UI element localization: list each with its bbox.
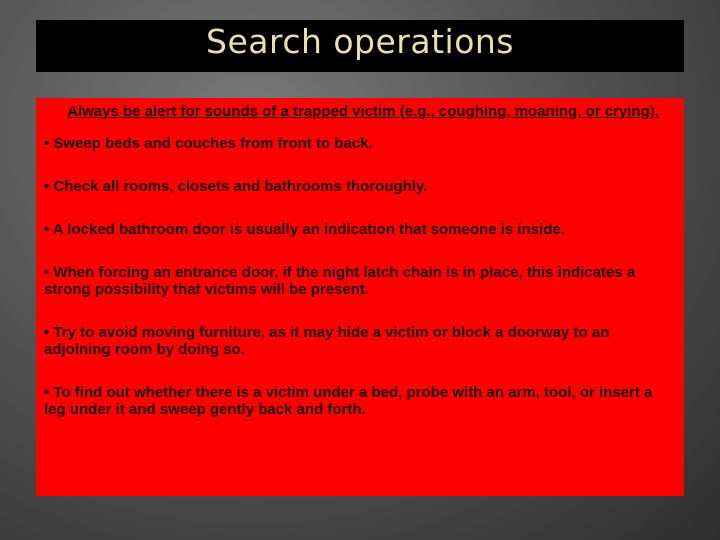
content-box: [36, 98, 684, 496]
bullet-item-sweep-beds: • Sweep beds and couches from front to back.: [44, 135, 373, 152]
bullet-item-night-latch: • When forcing an entrance door, if the night latch chain is in place, this indicates a strong possibility that victims will be present.: [44, 264, 636, 298]
slide-title: Search operations: [206, 22, 514, 61]
bullet-item-avoid-moving-furniture: • Try to avoid moving furniture, as it may hide a victim or block a doorway to an adjoining room by doing so.: [44, 324, 610, 358]
bullet-list: [44, 135, 676, 418]
bullet-item-locked-bathroom: • A locked bathroom door is usually an indication that someone is inside.: [44, 221, 565, 238]
title-bar: [36, 20, 684, 72]
bullet-item-probe-under-bed: • To find out whether there is a victim under a bed, probe with an arm, tool, or insert a leg under it and sweep gently back and forth.: [44, 384, 653, 418]
bullet-item-check-rooms: • Check all rooms, closets and bathrooms thoroughly.: [44, 178, 428, 195]
intro-text: Always be alert for sounds of a trapped victim (e.g., coughing, moaning, or crying).: [67, 103, 659, 120]
